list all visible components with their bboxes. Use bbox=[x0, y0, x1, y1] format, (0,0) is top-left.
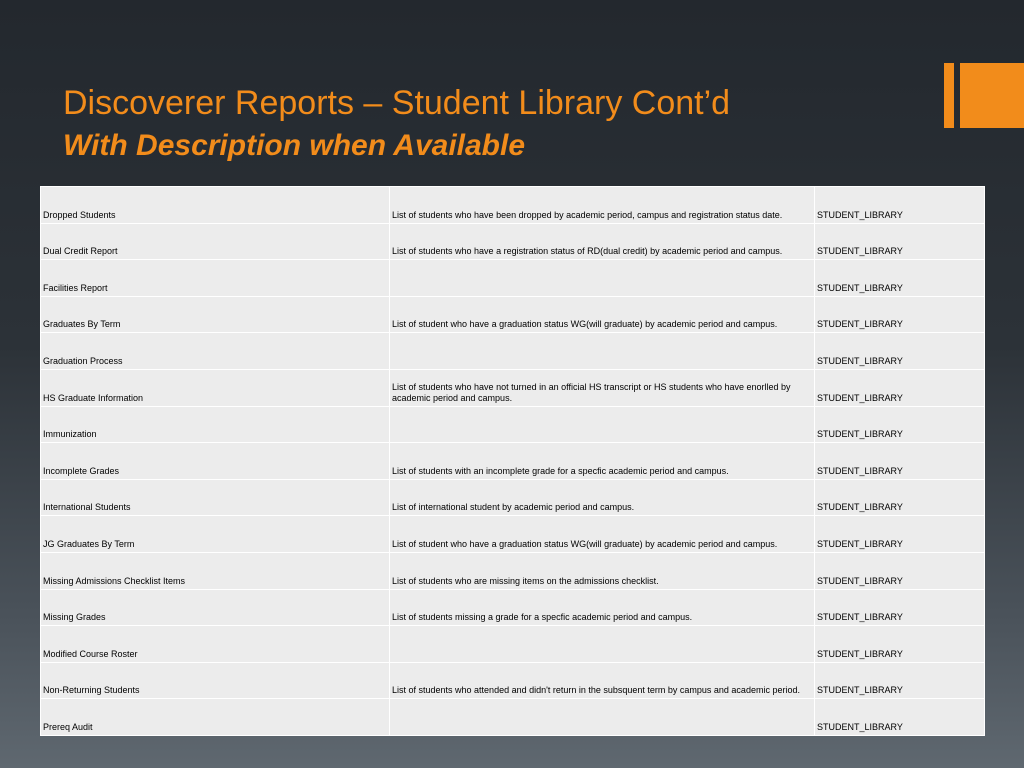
report-library-cell: STUDENT_LIBRARY bbox=[815, 552, 985, 589]
report-library-cell: STUDENT_LIBRARY bbox=[815, 223, 985, 260]
report-name-cell: Graduation Process bbox=[41, 333, 390, 370]
report-description-cell bbox=[390, 333, 815, 370]
report-description-cell: List of students missing a grade for a specfic academic period and campus. bbox=[390, 589, 815, 626]
report-library-cell: STUDENT_LIBRARY bbox=[815, 589, 985, 626]
report-library-cell: STUDENT_LIBRARY bbox=[815, 406, 985, 443]
report-name-cell: Missing Admissions Checklist Items bbox=[41, 552, 390, 589]
table-row bbox=[41, 296, 985, 333]
table-row bbox=[41, 479, 985, 516]
slide-subtitle: With Description when Available bbox=[63, 129, 526, 162]
report-name-cell: JG Graduates By Term bbox=[41, 516, 390, 553]
report-library-cell: STUDENT_LIBRARY bbox=[815, 187, 985, 224]
report-description-cell bbox=[390, 260, 815, 297]
report-description-cell: List of students who have been dropped by academic period, campus and registration status date. bbox=[390, 187, 815, 224]
report-library-cell: STUDENT_LIBRARY bbox=[815, 443, 985, 480]
table-row bbox=[41, 260, 985, 297]
report-name-cell: Dual Credit Report bbox=[41, 223, 390, 260]
report-name-cell: HS Graduate Information bbox=[41, 369, 390, 406]
report-library-cell: STUDENT_LIBRARY bbox=[815, 662, 985, 699]
report-name-cell: Prereq Audit bbox=[41, 699, 390, 736]
report-library-cell: STUDENT_LIBRARY bbox=[815, 479, 985, 516]
report-description-cell: List of student who have a graduation status WG(will graduate) by academic period and campus. bbox=[390, 296, 815, 333]
report-table bbox=[40, 186, 985, 736]
report-description-cell bbox=[390, 626, 815, 663]
report-library-cell: STUDENT_LIBRARY bbox=[815, 369, 985, 406]
report-description-cell: List of students who have not turned in an official HS transcript or HS students who have enorlled by academic period and campus. bbox=[390, 369, 815, 406]
table-row bbox=[41, 699, 985, 736]
report-description-cell: List of students who are missing items on the admissions checklist. bbox=[390, 552, 815, 589]
report-name-cell: Facilities Report bbox=[41, 260, 390, 297]
report-name-cell: Dropped Students bbox=[41, 187, 390, 224]
table-row bbox=[41, 406, 985, 443]
report-description-cell: List of student who have a graduation status WG(will graduate) by academic period and campus. bbox=[390, 516, 815, 553]
accent-bars-decoration bbox=[944, 63, 1024, 128]
report-name-cell: Graduates By Term bbox=[41, 296, 390, 333]
report-name-cell: International Students bbox=[41, 479, 390, 516]
report-table-body bbox=[41, 187, 985, 736]
table-row bbox=[41, 589, 985, 626]
slide-title: Discoverer Reports – Student Library Cont’d bbox=[63, 84, 731, 122]
report-library-cell: STUDENT_LIBRARY bbox=[815, 260, 985, 297]
report-description-cell: List of students with an incomplete grade for a specfic academic period and campus. bbox=[390, 443, 815, 480]
report-library-cell: STUDENT_LIBRARY bbox=[815, 333, 985, 370]
table-row bbox=[41, 187, 985, 224]
report-description-cell: List of students who attended and didn't return in the subsquent term by campus and academic period. bbox=[390, 662, 815, 699]
report-description-cell: List of students who have a registration status of RD(dual credit) by academic period and campus. bbox=[390, 223, 815, 260]
report-library-cell: STUDENT_LIBRARY bbox=[815, 699, 985, 736]
table-row bbox=[41, 223, 985, 260]
table-row bbox=[41, 626, 985, 663]
report-name-cell: Non-Returning Students bbox=[41, 662, 390, 699]
report-description-cell bbox=[390, 699, 815, 736]
table-row bbox=[41, 369, 985, 406]
report-name-cell: Immunization bbox=[41, 406, 390, 443]
report-description-cell bbox=[390, 406, 815, 443]
report-name-cell: Incomplete Grades bbox=[41, 443, 390, 480]
report-library-cell: STUDENT_LIBRARY bbox=[815, 296, 985, 333]
table-row bbox=[41, 333, 985, 370]
table-row bbox=[41, 662, 985, 699]
table-row bbox=[41, 516, 985, 553]
report-library-cell: STUDENT_LIBRARY bbox=[815, 516, 985, 553]
report-name-cell: Missing Grades bbox=[41, 589, 390, 626]
report-library-cell: STUDENT_LIBRARY bbox=[815, 626, 985, 663]
accent-bar-thin bbox=[944, 63, 954, 128]
report-description-cell: List of international student by academic period and campus. bbox=[390, 479, 815, 516]
accent-bar-wide bbox=[960, 63, 1024, 128]
table-row bbox=[41, 443, 985, 480]
table-row bbox=[41, 552, 985, 589]
report-name-cell: Modified Course Roster bbox=[41, 626, 390, 663]
